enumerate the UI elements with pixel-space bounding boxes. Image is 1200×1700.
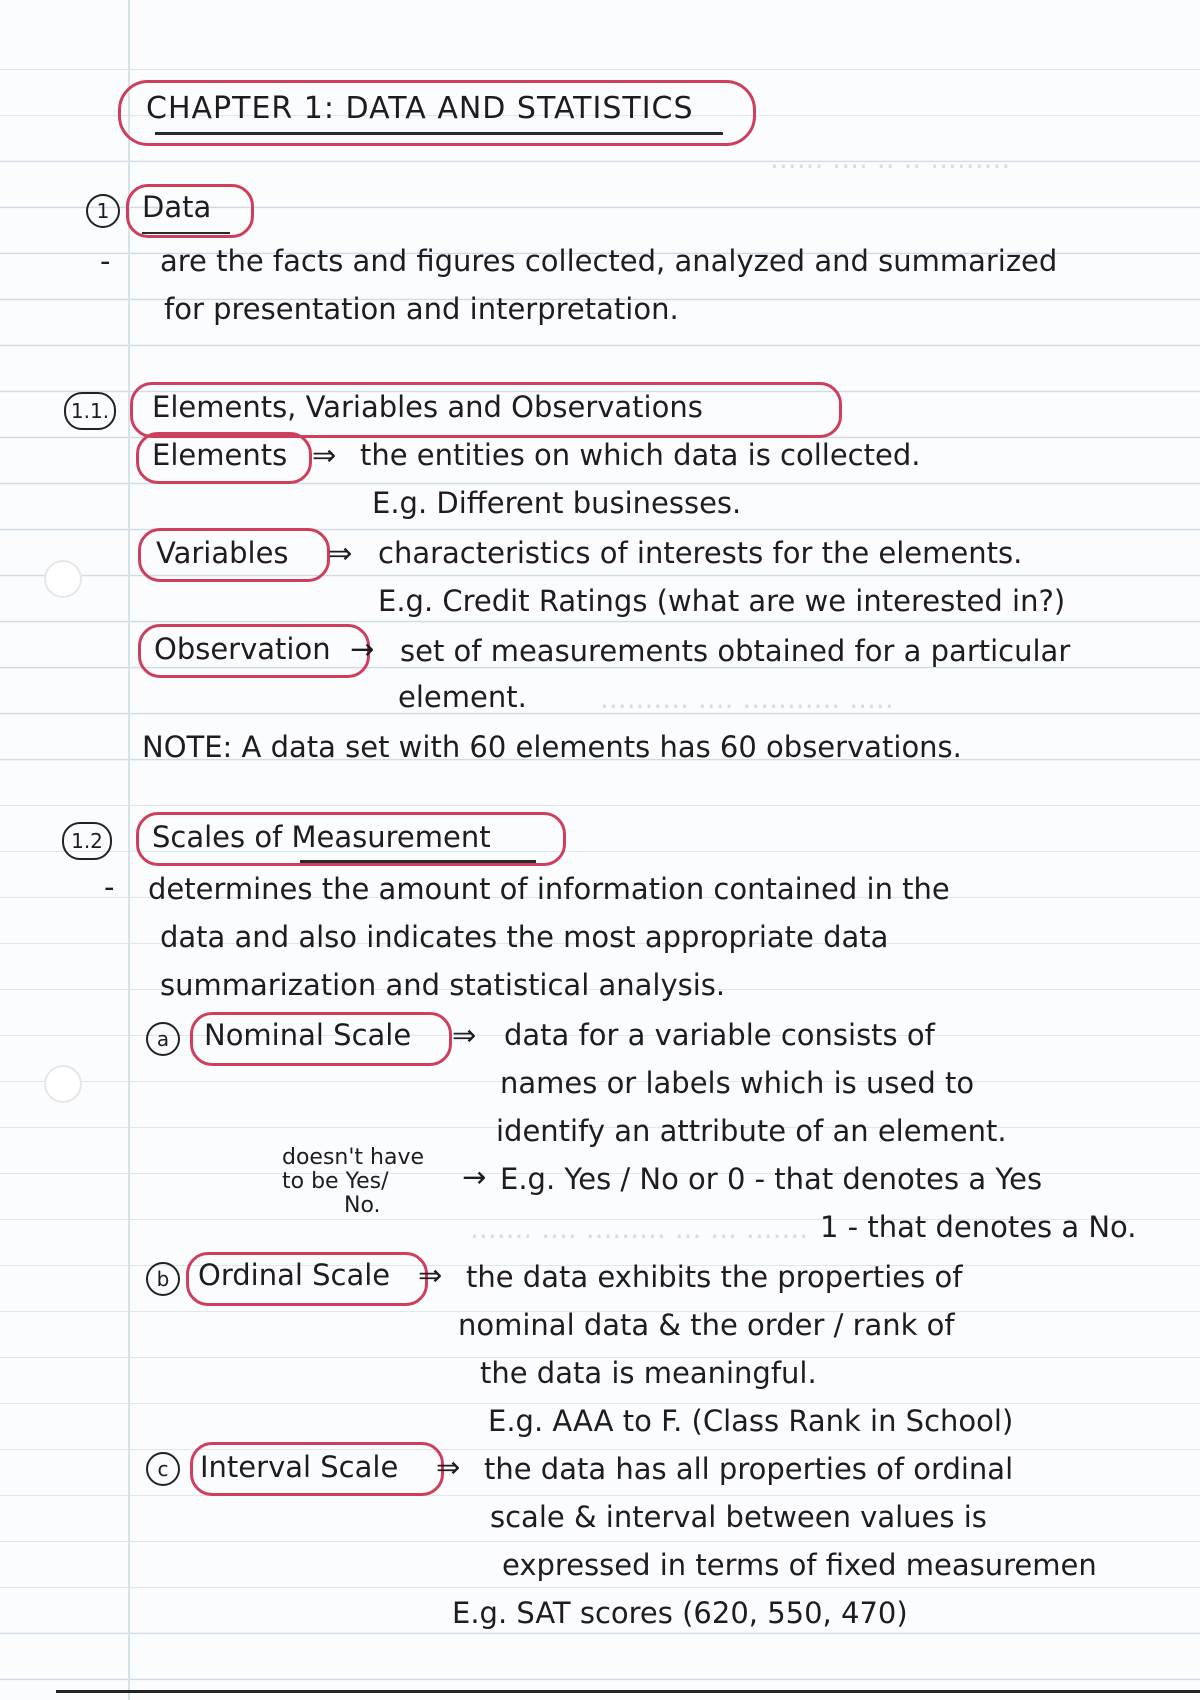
- punch-hole: [44, 560, 82, 598]
- circled-number-icon: 1: [86, 194, 120, 228]
- definition-line: nominal data & the order / rank of: [458, 1308, 955, 1342]
- definition-line: the entities on which data is collected.: [360, 438, 921, 472]
- definition-line: are the facts and figures collected, analyzed and summarized: [160, 244, 1058, 278]
- right-arrow-icon: ⇒: [452, 1018, 477, 1052]
- circled-letter-icon: c: [146, 1452, 180, 1486]
- right-arrow-icon: ⇒: [418, 1258, 443, 1292]
- definition-line: expressed in terms of fixed measuremen: [502, 1548, 1097, 1582]
- term-variables: Variables: [156, 536, 289, 570]
- margin-line: [128, 0, 130, 1700]
- side-note: to be Yes/: [282, 1169, 389, 1194]
- term-ordinal-scale: Ordinal Scale: [198, 1258, 391, 1292]
- right-arrow-icon: →: [350, 632, 375, 666]
- side-note: No.: [344, 1193, 381, 1218]
- example-line: E.g. AAA to F. (Class Rank in School): [488, 1404, 1014, 1438]
- definition-line: element.: [398, 680, 527, 714]
- example-line: E.g. Credit Ratings (what are we interested in?): [378, 584, 1066, 618]
- section-heading: Scales of Measurement: [152, 820, 491, 854]
- bleed-through-text: ······· ···· ········· ··· ··· ·······: [470, 1220, 809, 1253]
- definition-line: the data is meaningful.: [480, 1356, 817, 1390]
- term-observation: Observation: [154, 632, 331, 666]
- circled-letter-icon: b: [146, 1262, 180, 1296]
- definition-line: scale & interval between values is: [490, 1500, 987, 1534]
- side-note: doesn't have: [282, 1145, 425, 1170]
- section-heading: Elements, Variables and Observations: [152, 390, 703, 424]
- example-line: E.g. SAT scores (620, 550, 470): [452, 1596, 908, 1630]
- definition-line: names or labels which is used to: [500, 1066, 975, 1100]
- punch-hole: [44, 1065, 82, 1103]
- circled-letter-icon: a: [146, 1022, 180, 1056]
- example-line: 1 - that denotes a No.: [820, 1210, 1137, 1244]
- heading-underline: [300, 860, 536, 863]
- term-elements: Elements: [152, 438, 288, 472]
- chapter-title: CHAPTER 1: DATA AND STATISTICS: [146, 91, 694, 126]
- right-arrow-icon: →: [462, 1160, 487, 1194]
- example-line: E.g. Different businesses.: [372, 486, 742, 520]
- right-arrow-icon: ⇒: [436, 1450, 461, 1484]
- circled-number-icon: 1.1.: [64, 392, 116, 430]
- bullet-dash: -: [104, 870, 115, 904]
- definition-line: data and also indicates the most appropriate data: [160, 920, 889, 954]
- definition-line: summarization and statistical analysis.: [160, 968, 726, 1002]
- bleed-through-text: ······ ···· ·· ·· ·········: [770, 150, 1011, 183]
- definition-line: the data exhibits the properties of: [466, 1260, 963, 1294]
- definition-line: the data has all properties of ordinal: [484, 1452, 1014, 1486]
- chapter-title-underline: [155, 132, 723, 135]
- definition-line: set of measurements obtained for a particular: [400, 634, 1071, 668]
- note-line: NOTE: A data set with 60 elements has 60 observations.: [142, 730, 962, 764]
- term-nominal-scale: Nominal Scale: [204, 1018, 412, 1052]
- bleed-through-text: ·········· ···· ··········· ·····: [600, 690, 894, 723]
- definition-line: determines the amount of information contained in the: [148, 872, 950, 906]
- right-arrow-icon: ⇒: [312, 438, 337, 472]
- definition-line: characteristics of interests for the elements.: [378, 536, 1023, 570]
- definition-line: identify an attribute of an element.: [496, 1114, 1007, 1148]
- example-line: E.g. Yes / No or 0 - that denotes a Yes: [500, 1162, 1043, 1196]
- right-arrow-icon: ⇒: [328, 536, 353, 570]
- heading-underline: [142, 232, 230, 234]
- term-interval-scale: Interval Scale: [200, 1450, 399, 1484]
- bottom-rule: [56, 1690, 1200, 1693]
- bullet-dash: -: [100, 244, 111, 278]
- definition-line: data for a variable consists of: [504, 1018, 935, 1052]
- section-heading: Data: [142, 190, 212, 224]
- circled-number-icon: 1.2: [62, 822, 112, 860]
- definition-line: for presentation and interpretation.: [164, 292, 679, 326]
